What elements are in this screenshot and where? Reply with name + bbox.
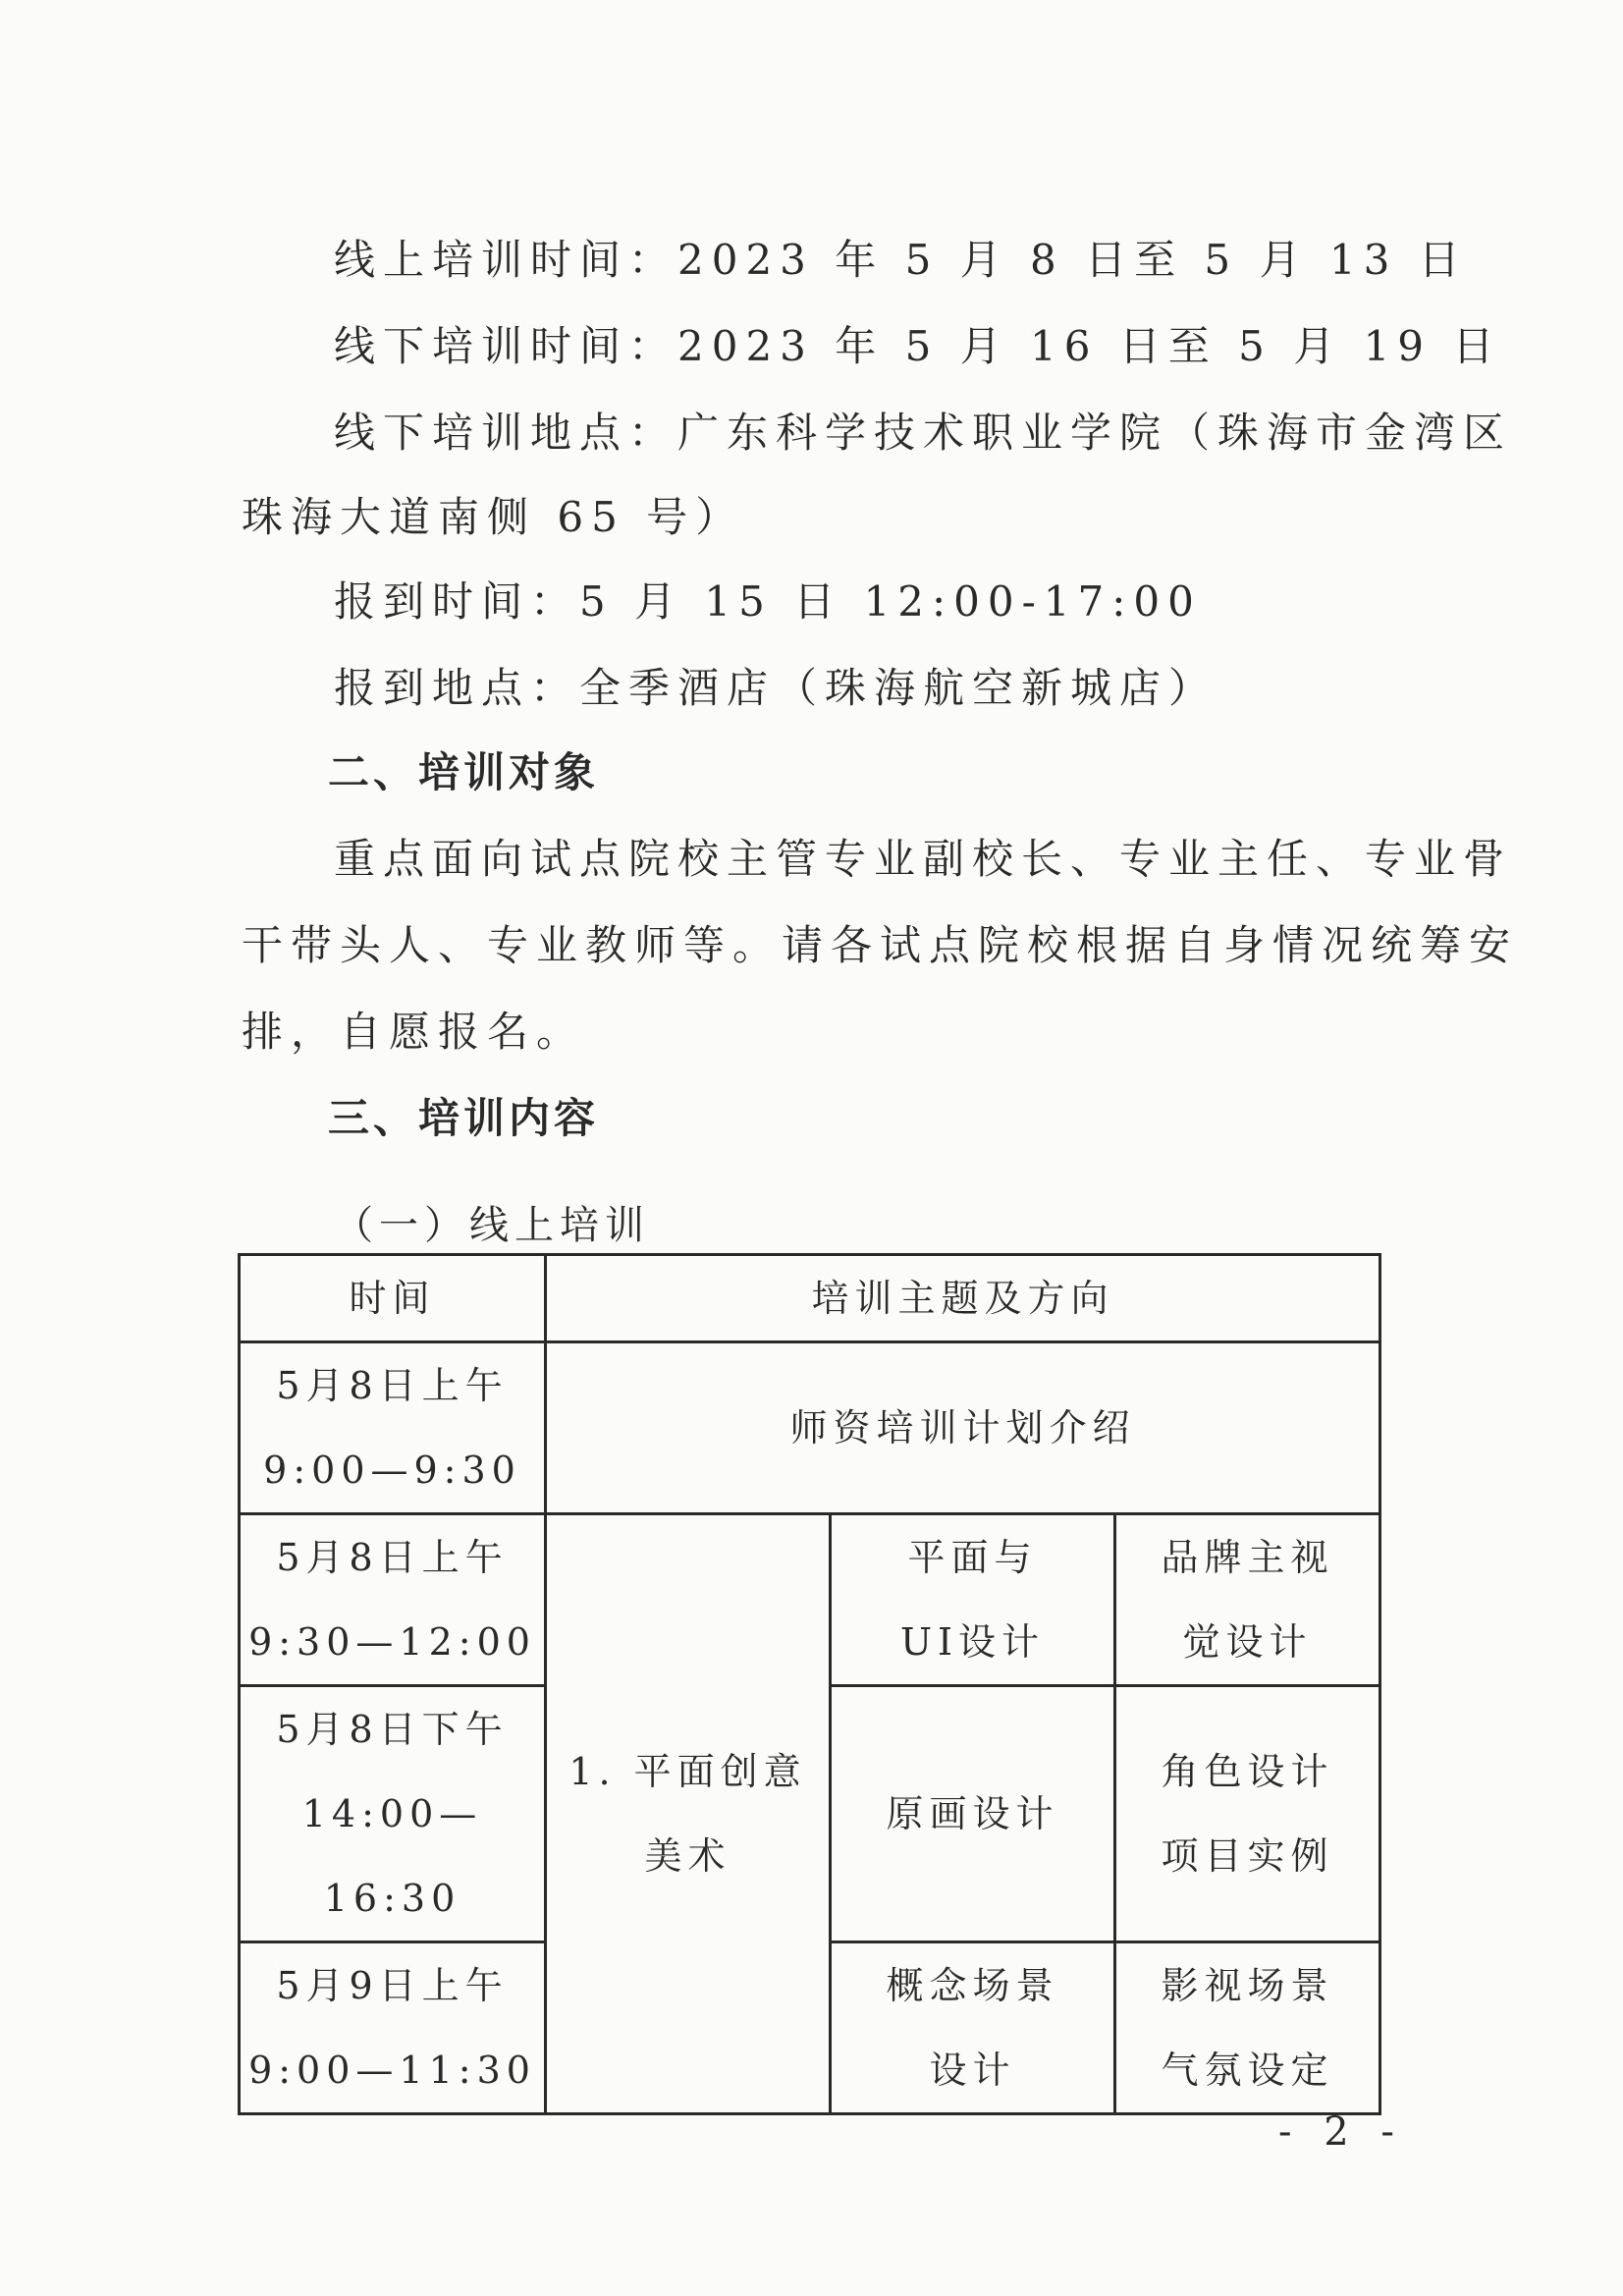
subcategory-line-1: 概念场景: [886, 1964, 1059, 2007]
time-date: 5月8日上午: [276, 1536, 509, 1579]
offline-time-paragraph: 线下培训时间：2023 年 5 月 16 日至 5 月 19 日: [334, 322, 1502, 370]
detail-cell: [1115, 1942, 1380, 2114]
time-range: 9:00—11:30: [248, 2049, 536, 2092]
time-cell: [240, 1942, 546, 2114]
report-time-paragraph: 报到时间：5 月 15 日 12:00-17:00: [334, 577, 1202, 626]
online-time-paragraph: 线上培训时间：2023 年 5 月 8 日至 5 月 13 日: [334, 236, 1468, 284]
detail-cell: [1115, 1686, 1380, 1942]
time-date: 5月9日上午: [276, 1964, 509, 2007]
target-paragraph: 重点面向试点院校主管专业副校长、专业主任、专业骨: [334, 835, 1513, 883]
detail-line-2: 项目实例: [1161, 1834, 1334, 1878]
subcategory-cell: [831, 1514, 1115, 1686]
subcategory-cell: 原画设计: [831, 1686, 1115, 1942]
time-cell: [240, 1342, 546, 1514]
detail-cell: [1115, 1514, 1380, 1686]
target-paragraph-cont: 干带头人、专业教师等。请各试点院校根据自身情况统筹安: [242, 921, 1519, 969]
subsection-heading-online: （一）线上培训: [334, 1203, 650, 1248]
section-heading-content: 三、培训内容: [328, 1094, 600, 1142]
page-number: - 2 -: [1278, 2109, 1404, 2155]
time-date: 5月8日下午: [276, 1708, 509, 1751]
table-row: [240, 1342, 1380, 1514]
section-heading-target: 二、培训对象: [328, 748, 600, 796]
subcategory-cell: [831, 1942, 1115, 2114]
category-line-1: 1. 平面创意: [568, 1750, 807, 1793]
detail-line-1: 品牌主视: [1161, 1536, 1334, 1579]
time-range: 14:00—16:30: [301, 1792, 483, 1920]
time-range: 9:30—12:00: [248, 1620, 536, 1664]
training-schedule-table: [238, 1253, 1381, 2115]
subcategory-line-1: 平面与: [907, 1536, 1038, 1579]
time-cell: [240, 1686, 546, 1942]
header-topic: 培训主题及方向: [546, 1255, 1380, 1342]
detail-line-2: 气氛设定: [1161, 2049, 1334, 2092]
subcategory-line-2: 设计: [929, 2049, 1016, 2092]
detail-line-1: 影视场景: [1161, 1964, 1334, 2007]
target-paragraph-end: 排，自愿报名。: [242, 1008, 586, 1056]
report-place-paragraph: 报到地点：全季酒店（珠海航空新城店）: [334, 664, 1218, 712]
table-header-row: [240, 1255, 1380, 1342]
header-time: 时间: [240, 1255, 546, 1342]
offline-place-paragraph: 线下培训地点：广东科学技术职业学院（珠海市金湾区: [334, 409, 1513, 457]
subcategory-line-2: UI设计: [899, 1620, 1046, 1664]
table-row: [240, 1514, 1380, 1686]
detail-line-1: 角色设计: [1161, 1750, 1334, 1793]
time-cell: [240, 1514, 546, 1686]
category-line-2: 美术: [644, 1834, 731, 1878]
detail-line-2: 觉设计: [1182, 1620, 1313, 1664]
topic-cell: 师资培训计划介绍: [546, 1342, 1380, 1514]
time-date: 5月8日上午: [276, 1364, 509, 1407]
time-range: 9:00—9:30: [263, 1449, 521, 1492]
category-cell: [546, 1514, 831, 2114]
offline-place-paragraph-cont: 珠海大道南侧 65 号）: [242, 493, 745, 541]
